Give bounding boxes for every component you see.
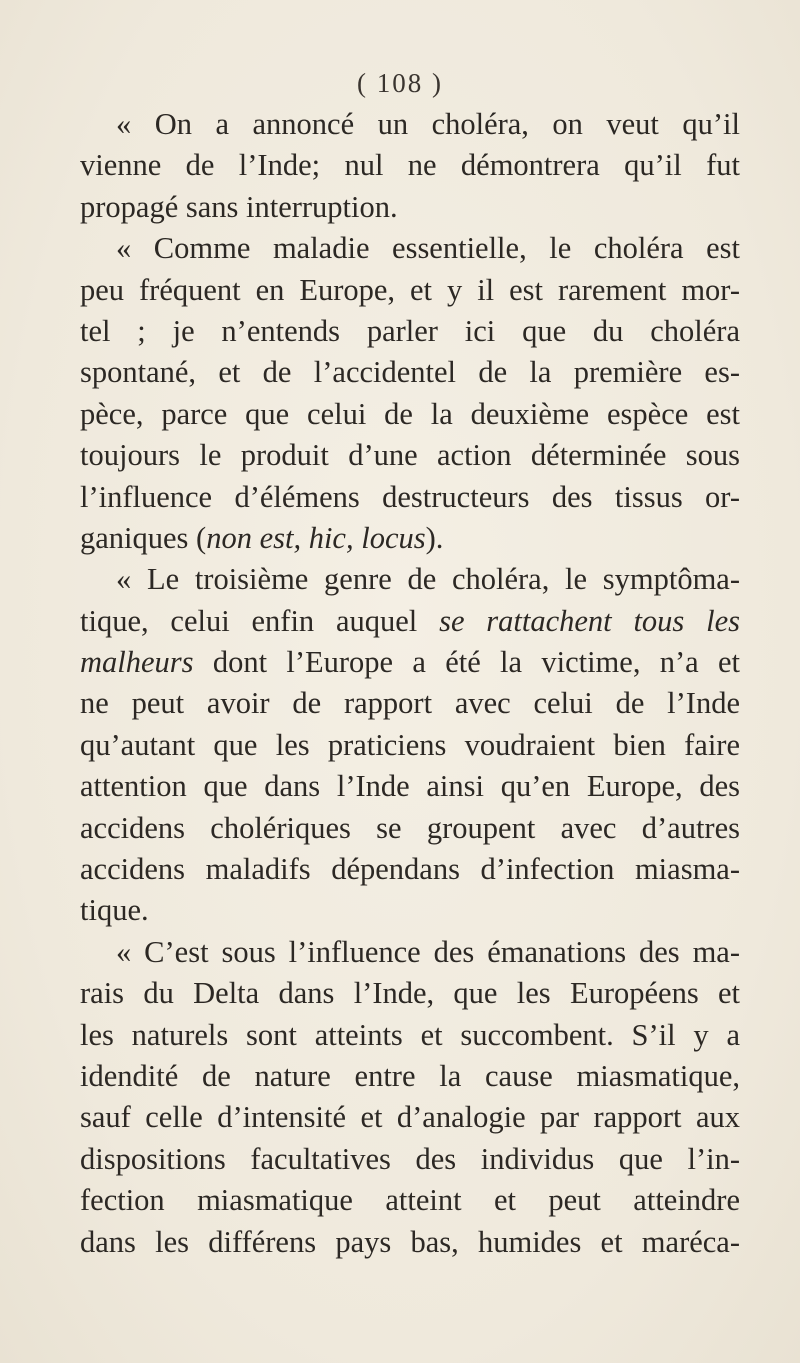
text-line: tique, celui enfin auquel se rattachent tous les bbox=[80, 603, 740, 638]
text-line: ne peut avoir de rapport avec celui de l’Inde bbox=[80, 686, 740, 721]
text-line: spontané, et de l’accidentel de la première es- bbox=[80, 355, 740, 390]
text-line: tel ; je n’entends parler ici que du choléra bbox=[80, 313, 740, 348]
text-line: accidens maladifs dépendans d’infection miasma- bbox=[80, 852, 740, 887]
text-line: tique. bbox=[80, 893, 149, 928]
text-line: « Comme maladie essentielle, le choléra est bbox=[116, 231, 740, 266]
text-line: sauf celle d’intensité et d’analogie par rapport aux bbox=[80, 1100, 740, 1135]
text-line: « Le troisième genre de choléra, le symptôma- bbox=[116, 562, 740, 597]
text-line: « On a annoncé un choléra, on veut qu’il bbox=[116, 107, 740, 141]
text-line: dans les différens pays bas, humides et maréca- bbox=[80, 1224, 740, 1259]
text-line: l’influence d’élémens destructeurs des tissus or- bbox=[80, 479, 740, 514]
text-line: accidens cholériques se groupent avec d’autres bbox=[80, 810, 740, 845]
text-line: peu fréquent en Europe, et y il est rarement mor- bbox=[80, 272, 740, 307]
text-line: vienne de l’Inde; nul ne démontrera qu’il fut bbox=[80, 148, 740, 183]
text-line: ganiques (non est, hic, locus). bbox=[80, 520, 444, 555]
page-number: ( 108 ) bbox=[357, 68, 443, 98]
text-line: les naturels sont atteints et succombent. S’il y a bbox=[80, 1017, 740, 1052]
text-line: dispositions facultatives des individus que l’in- bbox=[80, 1141, 740, 1176]
text-line: propagé sans interruption. bbox=[80, 189, 398, 224]
text-line: qu’autant que les praticiens voudraient bien faire bbox=[80, 727, 740, 762]
text-line: malheurs dont l’Europe a été la victime, n’a et bbox=[80, 645, 740, 680]
text-line: rais du Delta dans l’Inde, que les Européens et bbox=[80, 976, 740, 1011]
text-line: « C’est sous l’influence des émanations des ma- bbox=[116, 934, 740, 969]
text-line: attention que dans l’Inde ainsi qu’en Europe, des bbox=[80, 769, 740, 804]
text-line: toujours le produit d’une action déterminée sous bbox=[80, 438, 740, 473]
text-line: pèce, parce que celui de la deuxième espèce est bbox=[80, 396, 740, 431]
text-line: fection miasmatique atteint et peut atteindre bbox=[80, 1183, 740, 1218]
text-line: idendité de nature entre la cause miasmatique, bbox=[80, 1058, 740, 1093]
body-text bbox=[80, 104, 740, 1263]
